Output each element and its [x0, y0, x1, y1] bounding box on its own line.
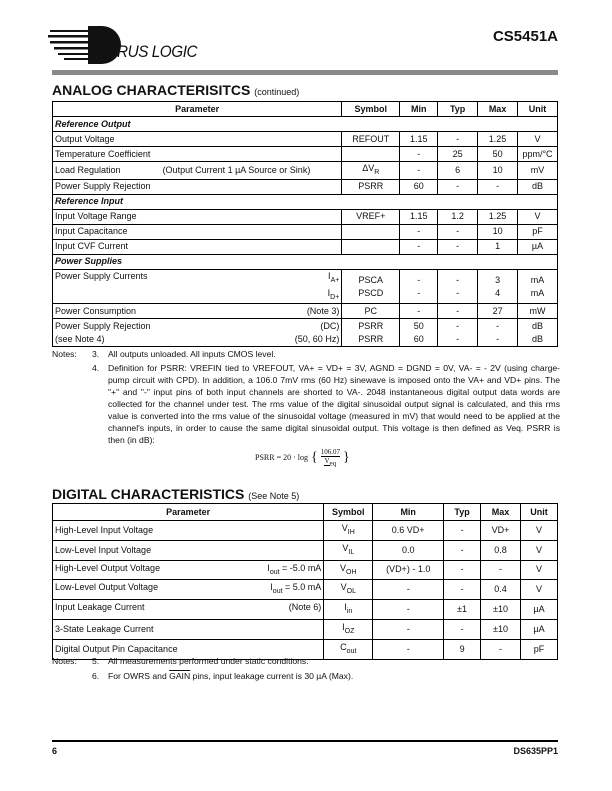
max: - [481, 639, 521, 659]
t6a: For OWRS and [108, 671, 170, 681]
condition [270, 580, 321, 599]
c1: (DC) [320, 320, 340, 331]
v1: - [417, 274, 421, 285]
col-min: Min [373, 504, 444, 521]
sym: REFOUT [342, 132, 400, 147]
unit: ppm/°C [518, 147, 558, 162]
min: - [400, 147, 438, 162]
min: - [400, 239, 438, 254]
analog-characteristics-table [52, 101, 558, 347]
notes-label: Notes: [52, 349, 77, 359]
param-text: High-Level Output Voltage [55, 562, 161, 573]
sym-sub: OL [346, 588, 356, 596]
param [53, 600, 324, 620]
logo-text: CIRRUS LOGIC [92, 42, 198, 61]
p2: (see Note 4) [55, 333, 105, 344]
param-text: Low-Level Output Voltage [55, 582, 159, 593]
sym [324, 521, 373, 541]
sym-text: I [342, 621, 345, 632]
param [53, 521, 324, 541]
analog-section-title [52, 82, 299, 98]
param [53, 580, 324, 600]
v1: PSRR [358, 320, 384, 331]
note-number: 5. [92, 656, 100, 666]
sym [342, 319, 400, 347]
min [400, 269, 438, 304]
min: - [400, 224, 438, 239]
col-typ: Typ [438, 102, 478, 117]
cond-text: I [270, 582, 273, 593]
condition [295, 320, 340, 346]
param [53, 162, 342, 180]
min [400, 319, 438, 347]
typ: - [444, 560, 481, 580]
typ: - [438, 239, 478, 254]
min: - [373, 600, 444, 620]
subtitle-text: (See Note 5) [248, 491, 300, 501]
group-heading: Power Supplies [53, 254, 558, 269]
col-unit: Unit [521, 504, 558, 521]
max [478, 319, 518, 347]
min: - [400, 304, 438, 319]
min: - [373, 639, 444, 659]
table-row [53, 319, 558, 347]
unit: mV [518, 162, 558, 180]
unit: V [521, 560, 558, 580]
col-max: Max [481, 504, 521, 521]
v2: dB [532, 333, 544, 344]
param [53, 560, 324, 580]
subtitle-text: (continued) [254, 87, 300, 97]
sym [342, 239, 400, 254]
numerator: 106.07 [320, 448, 340, 456]
table-row [53, 132, 558, 147]
min: - [373, 619, 444, 639]
min: 60 [400, 179, 438, 194]
c1-sub: A+ [330, 276, 340, 284]
sym [324, 580, 373, 600]
sym [324, 560, 373, 580]
v1: dB [532, 320, 544, 331]
condition [267, 561, 321, 580]
param [53, 269, 342, 304]
unit: pF [521, 639, 558, 659]
param: Input Voltage Range [53, 209, 342, 224]
sym-sub: OZ [344, 627, 355, 635]
v2: - [496, 333, 500, 344]
table-row [53, 147, 558, 162]
unit: V [521, 521, 558, 541]
v1: 3 [495, 274, 501, 285]
col-unit: Unit [518, 102, 558, 117]
typ: - [444, 540, 481, 560]
param: Temperature Coefficient [53, 147, 342, 162]
denominator [324, 457, 336, 467]
max: - [481, 560, 521, 580]
param-text: Input Leakage Current [55, 602, 145, 613]
v1: mA [530, 274, 545, 285]
c2: I [327, 287, 331, 298]
v1: - [456, 320, 460, 331]
typ: - [438, 132, 478, 147]
sym [324, 540, 373, 560]
table-row [53, 224, 558, 239]
cond-sub: out [269, 568, 280, 576]
typ: - [438, 179, 478, 194]
max: 27 [478, 304, 518, 319]
col-symbol: Symbol [342, 102, 400, 117]
typ: - [444, 521, 481, 541]
sym-sub: out [346, 647, 357, 655]
table-row [53, 540, 558, 560]
condition: (Note 3) [306, 305, 340, 316]
note-4-text: Definition for PSRR: VREFIN tied to VREFOUT, VA+ = VD+ = 3V, AGND = DGND = 0V, VA- = - 2V (using charge-pump circuit with CPD). In addition, a 106.0 7mV rms (60 Hz) sinewave is imposed onto the VA+ and VD+ pins. The "+" and "-" input pins of both input channels are shorted to VA-. 2048 instantaneous digital output data words are collected for the channel under test. The rms value of the digital sinusoidal output signal is calculated, and this rms value is converted into the rms value of the sinusoidal voltage (measured in mV) that would need to be applied at the channel's inputs, in order to cause the same digital sinusoidal output. This voltage is then defined as Veq. PSRR is then (in dB): [108, 363, 560, 445]
typ [438, 269, 478, 304]
t6c: pins, input leakage current is 30 µA (Max). [190, 671, 354, 681]
max: VD+ [481, 521, 521, 541]
unit: dB [518, 179, 558, 194]
unit [518, 319, 558, 347]
cond-rest: = 5.0 mA [282, 582, 322, 593]
psrr-formula: PSRR = 20 · log { $\frac{106.07}{V_{eq}}$ } [255, 448, 350, 468]
cond-text: (Note 6) [288, 602, 322, 613]
condition [289, 600, 322, 619]
table-row [53, 179, 558, 194]
unit: V [521, 540, 558, 560]
gain-pin: GAIN [169, 671, 191, 681]
sym-sub: IL [348, 548, 355, 556]
digital-section-title [52, 486, 299, 502]
digital-characteristics-table [52, 503, 558, 660]
param [53, 319, 342, 347]
max: 10 [478, 224, 518, 239]
fraction [321, 448, 340, 467]
col-symbol: Symbol [324, 504, 373, 521]
sym [324, 600, 373, 620]
condition [328, 270, 340, 304]
sym-sub: R [374, 168, 380, 176]
typ: - [438, 304, 478, 319]
note-number: 4. [92, 363, 100, 373]
max: 1.25 [478, 209, 518, 224]
max: 0.8 [481, 540, 521, 560]
max: 1 [478, 239, 518, 254]
table-header-row [53, 102, 558, 117]
sym-text: V [341, 523, 348, 533]
v1: - [496, 320, 500, 331]
col-parameter: Parameter [53, 102, 342, 117]
param [53, 540, 324, 560]
header-rule [52, 70, 558, 75]
footer-rule [52, 740, 558, 742]
typ [438, 319, 478, 347]
unit: µA [521, 619, 558, 639]
notes-label: Notes: [52, 656, 77, 666]
note-number: 3. [92, 349, 100, 359]
min: 1.15 [400, 132, 438, 147]
col-min: Min [400, 102, 438, 117]
page-number: 6 [52, 746, 58, 756]
max: ±10 [481, 619, 521, 639]
unit: µA [518, 239, 558, 254]
typ: 25 [438, 147, 478, 162]
title-text: DIGITAL CHARACTERISTICS [52, 486, 245, 502]
param-text: Digital Output Pin Capacitance [55, 643, 178, 654]
document-number: DS635PP1 [513, 746, 558, 756]
note-6-text [108, 670, 353, 682]
col-typ: Typ [444, 504, 481, 521]
sym [342, 162, 400, 180]
title-text: ANALOG CHARACTERISITCS [52, 82, 251, 98]
sym-sub: OH [346, 568, 357, 576]
sym-sub: in [346, 607, 353, 615]
sym [324, 619, 373, 639]
table-row [53, 560, 558, 580]
param-text: Load Regulation [55, 164, 121, 175]
group-heading: Reference Input [53, 194, 558, 209]
param-text: Power Consumption [55, 305, 137, 316]
param-text: 3-State Leakage Current [55, 623, 154, 634]
max: ±10 [481, 600, 521, 620]
den-sub: eq [329, 459, 337, 468]
unit: V [518, 209, 558, 224]
v2: PSRR [358, 333, 384, 344]
table-row [53, 580, 558, 600]
v2: 4 [495, 287, 501, 298]
max [478, 269, 518, 304]
cond-sub: out [272, 588, 283, 596]
sym [342, 147, 400, 162]
table-header-row [53, 504, 558, 521]
cond-text: I [267, 562, 270, 573]
param: Power Supply Rejection [53, 179, 342, 194]
formula-lhs: PSRR = 20 · log [255, 453, 308, 463]
max: 10 [478, 162, 518, 180]
unit: mW [518, 304, 558, 319]
table-row [53, 304, 558, 319]
sym-text: C [340, 641, 347, 652]
typ: - [438, 224, 478, 239]
sym: PC [342, 304, 400, 319]
v2: 60 [413, 333, 424, 344]
min: 0.0 [373, 540, 444, 560]
min: (VD+) - 1.0 [373, 560, 444, 580]
unit: pF [518, 224, 558, 239]
table-row [53, 269, 558, 304]
v1: - [456, 274, 460, 285]
sym: PSRR [342, 179, 400, 194]
table-row [53, 239, 558, 254]
v2: - [456, 287, 460, 298]
condition: (Output Current 1 µA Source or Sink) [162, 164, 311, 175]
sym [342, 269, 400, 304]
unit: V [518, 132, 558, 147]
v2: PSCD [358, 287, 384, 298]
v1: PSCA [358, 274, 384, 285]
typ: - [444, 580, 481, 600]
table-row [53, 521, 558, 541]
sym-text: V [340, 582, 347, 593]
sym [342, 224, 400, 239]
sym-text: ΔV [362, 163, 375, 173]
min: 1.15 [400, 209, 438, 224]
den-text: V [324, 457, 330, 465]
param [53, 304, 342, 319]
table-row [53, 619, 558, 639]
typ: 9 [444, 639, 481, 659]
sym-text: I [344, 602, 347, 613]
c1: I [328, 270, 331, 281]
sym: VREF+ [342, 209, 400, 224]
typ: 6 [438, 162, 478, 180]
v2: mA [530, 287, 545, 298]
param: Output Voltage [53, 132, 342, 147]
param-text: Power Supply Currents [55, 270, 148, 281]
unit: V [521, 580, 558, 600]
sym-text: V [340, 562, 347, 573]
note-5-text: All measurements performed under static conditions. [108, 656, 309, 666]
c2-sub: D+ [330, 293, 340, 301]
unit [518, 269, 558, 304]
p1: Power Supply Rejection [55, 320, 151, 331]
col-max: Max [478, 102, 518, 117]
max: - [478, 179, 518, 194]
group-heading: Reference Output [53, 117, 558, 132]
v1: 50 [413, 320, 424, 331]
param: Input CVF Current [53, 239, 342, 254]
cond-rest: = -5.0 mA [279, 562, 322, 573]
param [53, 619, 324, 639]
v2: - [456, 333, 460, 344]
typ: ±1 [444, 600, 481, 620]
min: - [400, 162, 438, 180]
sym-sub: IH [347, 528, 355, 536]
typ: 1.2 [438, 209, 478, 224]
max: 0.4 [481, 580, 521, 600]
sym-text: V [342, 542, 349, 553]
c2: (50, 60 Hz) [294, 333, 340, 344]
part-number: CS5451A [492, 28, 558, 45]
v2: - [417, 287, 421, 298]
typ: - [444, 619, 481, 639]
min: 0.6 VD+ [373, 521, 444, 541]
col-parameter: Parameter [53, 504, 324, 521]
unit: µA [521, 600, 558, 620]
sym [324, 639, 373, 659]
max: 50 [478, 147, 518, 162]
table-row [53, 162, 558, 180]
param-text: Low-Level Input Voltage [55, 544, 152, 555]
param-text: High-Level Input Voltage [55, 524, 154, 535]
note-number: 6. [92, 671, 100, 681]
min: - [373, 580, 444, 600]
table-row [53, 600, 558, 620]
max: 1.25 [478, 132, 518, 147]
table-row [53, 209, 558, 224]
param: Input Capacitance [53, 224, 342, 239]
note-3-text: All outputs unloaded. All inputs CMOS level. [108, 349, 276, 359]
